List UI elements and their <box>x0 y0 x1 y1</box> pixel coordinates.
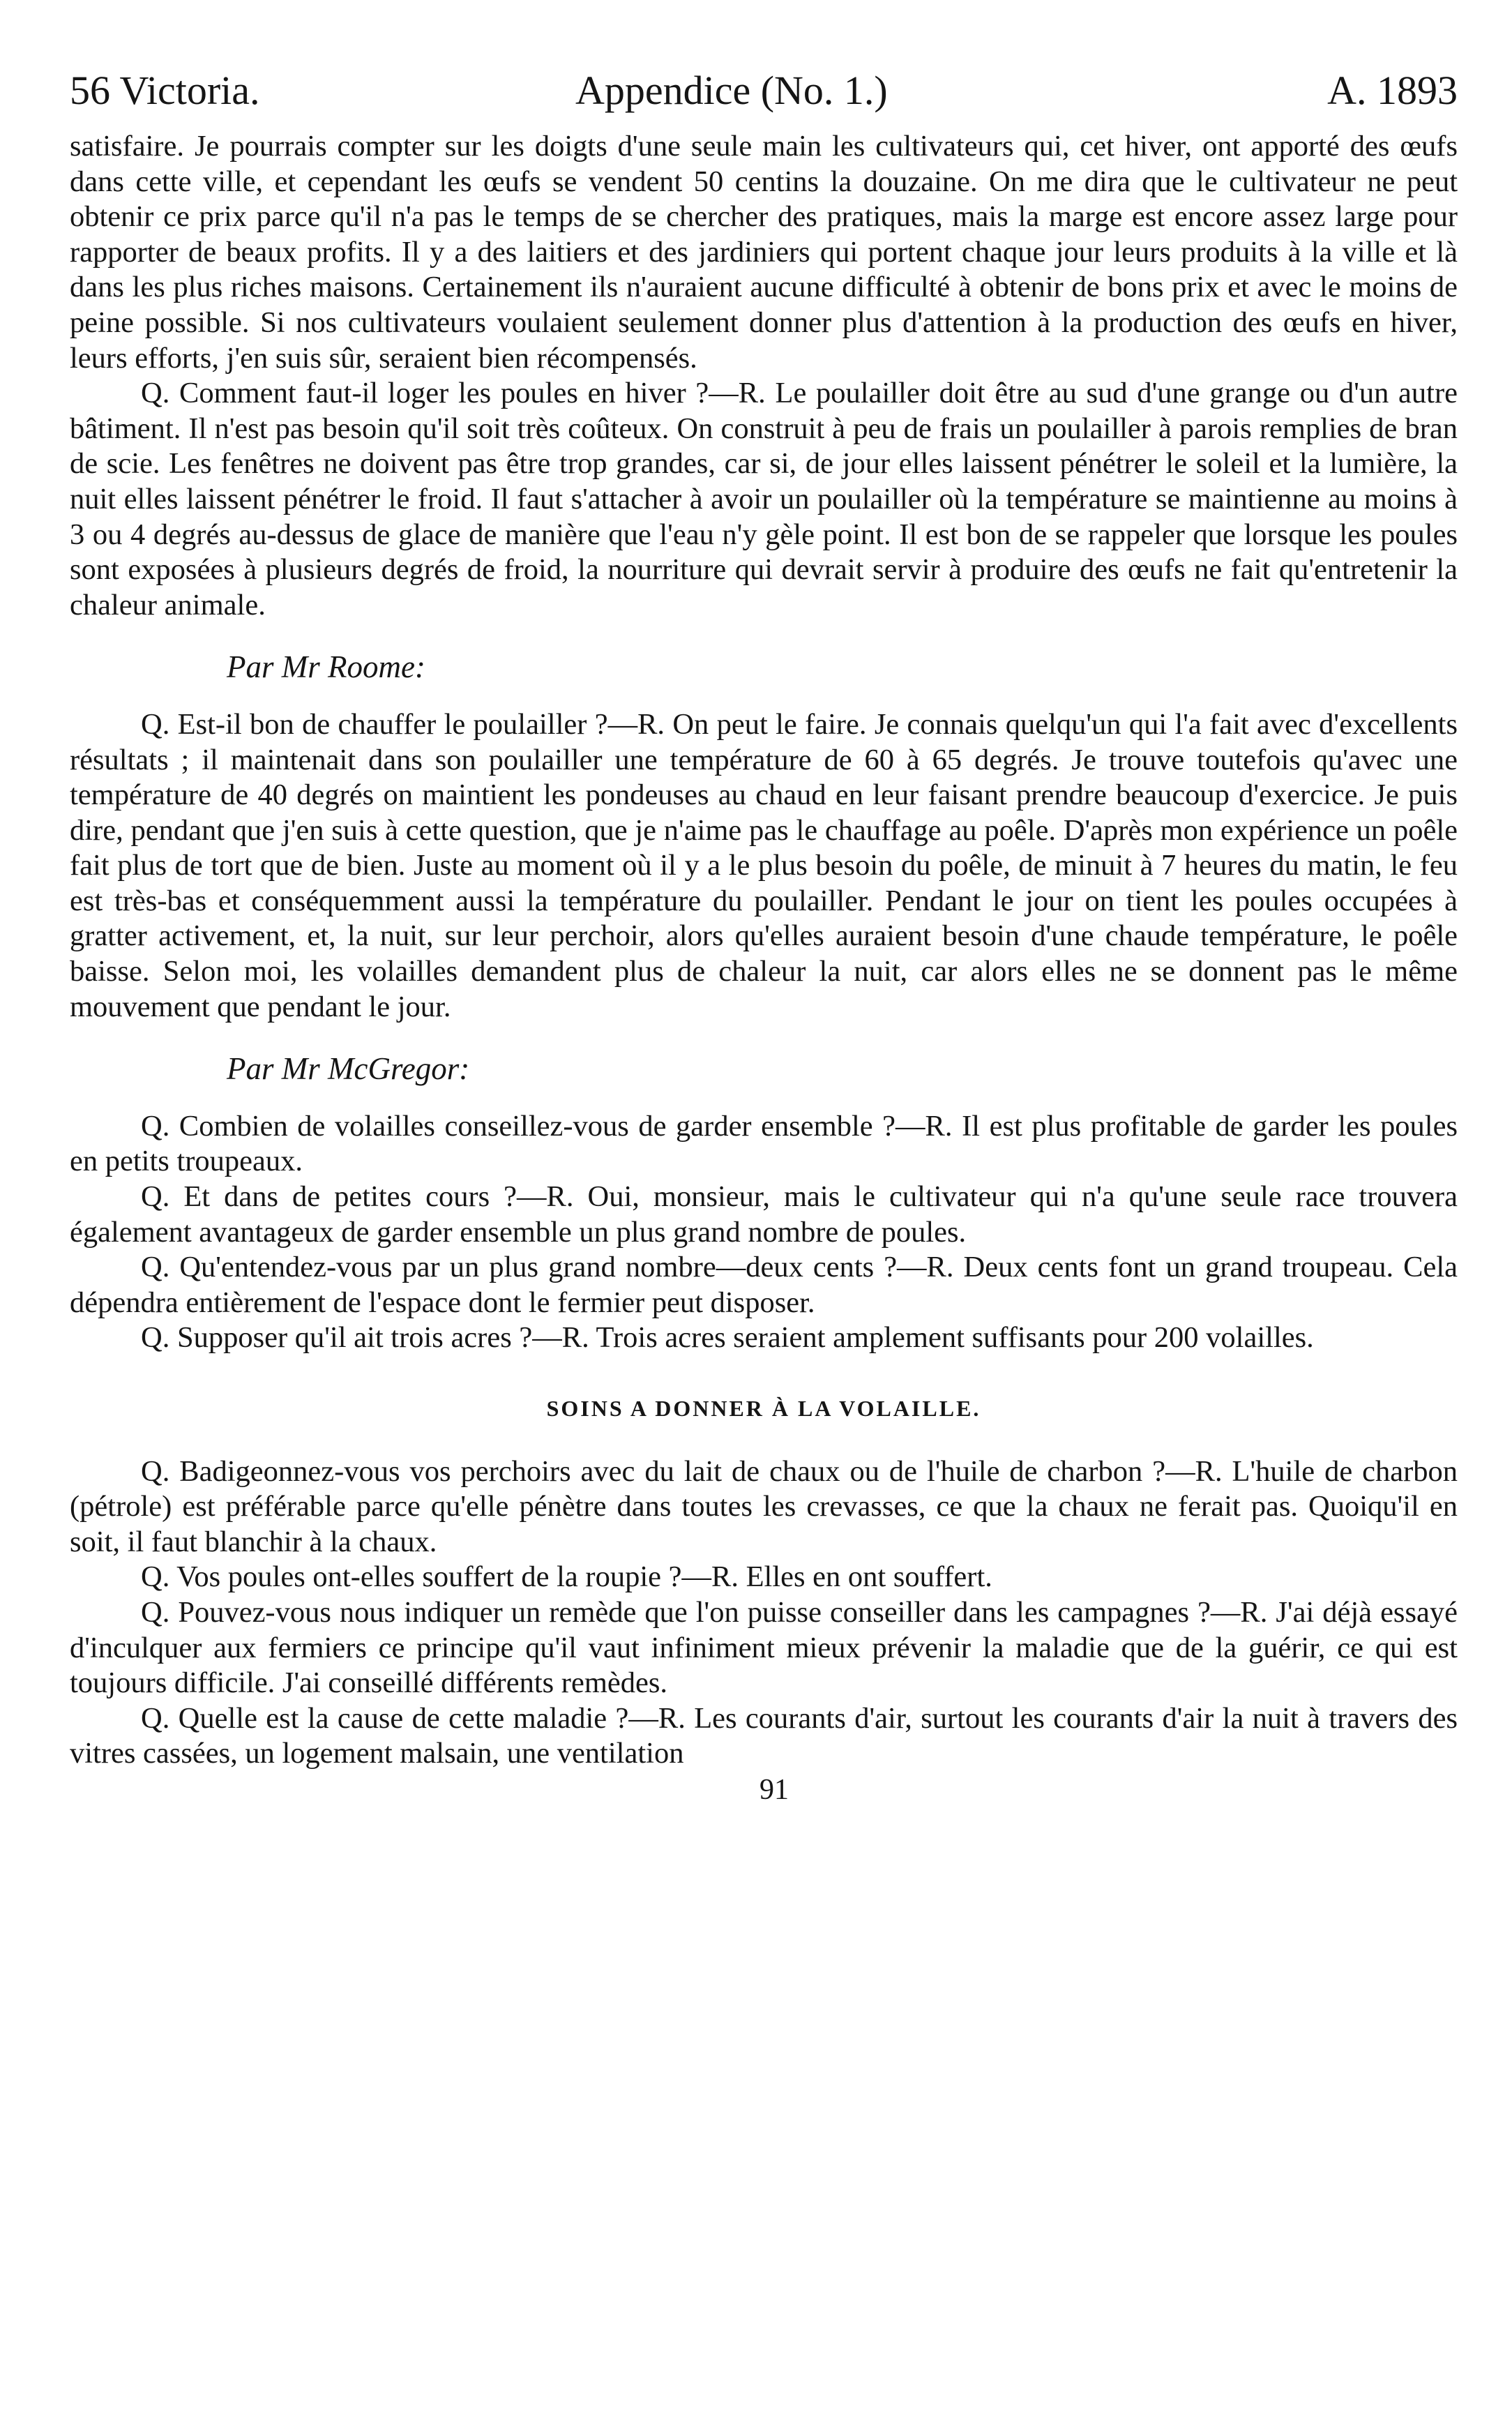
paragraph-continuation: satisfaire. Je pourrais compter sur les doigts d'une seule main les cultivateurs qui, cet hiver, ont apporté des œufs dans cette ville, et cependant les œufs se vendent 50 centins la douzaine. On me dira que le cultivateur ne peut obtenir ce prix parce qu'il n'a pas le temps de se chercher des pratiques, mais la marge est encore assez large pour rapporter de beaux profits. Il y a des laitiers et des jardiniers qui portent chaque jour leurs produits à la ville et là dans les plus riches maisons. Certainement ils n'auraient aucune difficulté à obtenir de bons prix et avec le moins de peine possible. Si nos cultivateurs voulaient seulement donner plus d'attention à la production des œufs en hiver, leurs efforts, j'en suis sûr, seraient bien récompensés. <box>70 130 1458 375</box>
speaker-heading: Par Mr McGregor: <box>227 1051 470 1087</box>
running-header <box>70 66 1458 129</box>
speaker-heading: Par Mr Roome: <box>227 649 425 685</box>
header-appendix: Appendice (No. 1.) <box>575 68 888 113</box>
body-text <box>70 129 1458 1772</box>
qa-paragraph: Q. Comment faut-il loger les poules en hiver ?—R. Le poulailler doit être au sud d'une grange ou d'un autre bâtiment. Il n'est pas besoin qu'il soit très coûteux. On construit à peu de frais un poulailler à parois remplies de bran de scie. Les fenêtres ne doivent pas être trop grandes, car si, de jour elles laissent pénétrer le soleil et la lumière, la nuit elles laissent pénétrer le froid. Il faut s'attacher à avoir un poulailler où la température se maintienne au moins à 3 ou 4 degrés au-dessus de glace de manière que l'eau n'y gèle point. Il est bon de se rappeler que lorsque les poules sont exposées à plusieurs degrés de froid, la nourriture qui devrait servir à produire des œufs ne fait qu'entretenir la chaleur animale. <box>70 377 1458 622</box>
header-year: A. 1893 <box>1327 68 1458 113</box>
qa-paragraph: Q. Est-il bon de chauffer le poulailler ?—R. On peut le faire. Je connais quelqu'un qui l'a fait avec d'excellents résultats ; il maintenait dans son poulailler une température de 60 à 65 degrés. Je trouve toutefois qu'avec une température de 40 degrés on maintient les pondeuses au chaud en leur faisant prendre beaucoup d'exercice. Je puis dire, pendant que j'en suis à cette question, que je n'aime pas le chauffage au poêle. D'après mon expérience un poêle fait plus de tort que de bien. Juste au moment où il y a le plus besoin du poêle, de minuit à 7 heures du matin, le feu est très-bas et conséquemment aussi la température du poulailler. Pendant le jour on tient les poules occupées à gratter activement, et, la nuit, sur leur perchoir, alors qu'elles auraient besoin d'une chaude température, le poêle baisse. Selon moi, les volailles demandent plus de chaleur la nuit, car alors elles ne se donnent pas le même mouvement que pendant le jour. <box>70 707 1458 1023</box>
document-page <box>70 66 1458 1807</box>
qa-paragraph: Q. Quelle est la cause de cette maladie ?—R. Les courants d'air, surtout les courants d'air la nuit à travers des vitres cassées, un logement malsain, une ventilation <box>70 1701 1458 1770</box>
qa-paragraph: Q. Supposer qu'il ait trois acres ?—R. Trois acres seraient amplement suffisants pour 200 volailles. <box>141 1321 1314 1355</box>
qa-paragraph: Q. Combien de volailles conseillez-vous de garder ensemble ?—R. Il est plus profitable de garder les poules en petits troupeaux. <box>70 1109 1458 1178</box>
qa-paragraph: Q. Vos poules ont-elles souffert de la roupie ?—R. Elles en ont souffert. <box>141 1560 992 1594</box>
qa-paragraph: Q. Qu'entendez-vous par un plus grand nombre—deux cents ?—R. Deux cents font un grand troupeau. Cela dépendra entièrement de l'espace dont le fermier peut disposer. <box>70 1251 1458 1319</box>
qa-paragraph: Q. Et dans de petites cours ?—R. Oui, monsieur, mais le cultivateur qui n'a qu'une seule race trouvera également avantageux de garder ensemble un plus grand nombre de poules. <box>70 1180 1458 1249</box>
header-session: 56 Victoria. <box>70 68 260 113</box>
page-number: 91 <box>759 1773 789 1806</box>
qa-paragraph: Q. Badigeonnez-vous vos perchoirs avec du lait de chaux ou de l'huile de charbon ?—R. L'huile de charbon (pétrole) est préférable parce qu'elle pénètre dans toutes les crevasses, ce que la chaux ne ferait pas. Quoiqu'il en soit, il faut blanchir à la chaux. <box>70 1454 1458 1558</box>
qa-paragraph: Q. Pouvez-vous nous indiquer un remède que l'on puisse conseiller dans les campagnes ?—R. J'ai déjà essayé d'inculquer aux fermiers ce principe qu'il vaut infiniment mieux prévenir la maladie que de la guérir, ce qui est toujours difficile. J'ai conseillé différents remèdes. <box>70 1595 1458 1700</box>
section-heading: SOINS A DONNER À LA VOLAILLE. <box>546 1396 981 1421</box>
